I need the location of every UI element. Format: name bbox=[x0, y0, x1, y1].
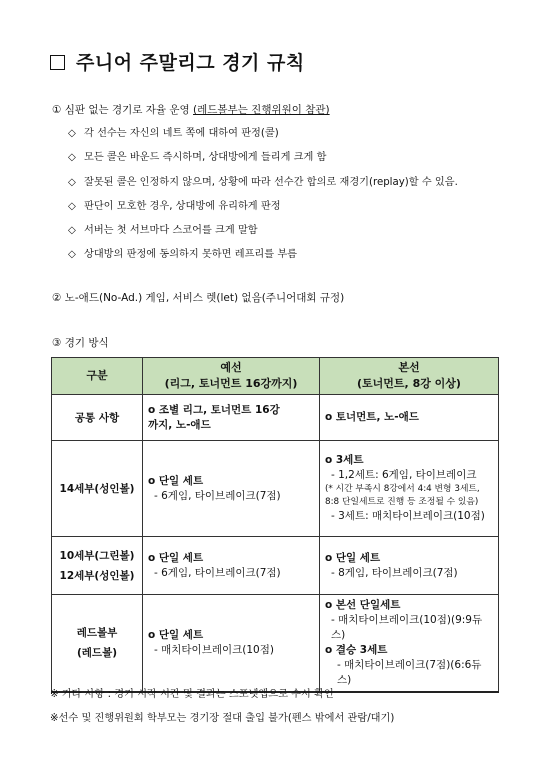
header-final-sub: (토너먼트, 8강 이상) bbox=[357, 377, 461, 390]
row-category: 레드볼부 (레드볼) bbox=[52, 595, 143, 693]
row-final: o 토너먼트, 노-애드 bbox=[320, 395, 499, 441]
rules-table bbox=[51, 357, 499, 693]
page-title: 주니어 주말리그 경기 규칙 bbox=[76, 52, 305, 74]
diamond-icon: ◇ bbox=[68, 249, 76, 261]
diamond-icon: ◇ bbox=[68, 200, 76, 212]
header-prelim bbox=[143, 358, 320, 395]
row-final: o 본선 단일세트 - 매치타이브레이크(10점)(9:9듀스) o 결승 3세트 - 매치타이브레이크(7점)(6:6듀스) bbox=[320, 595, 499, 693]
table-row bbox=[52, 537, 499, 595]
row-prelim: o 단일 세트 - 6게임, 타이브레이크(7점) bbox=[143, 537, 320, 595]
header-final bbox=[320, 358, 499, 395]
section1-heading-text: ① 심판 없는 경기로 자율 운영 bbox=[52, 104, 190, 116]
diamond-icon: ◇ bbox=[68, 176, 76, 188]
table-row bbox=[52, 441, 499, 537]
section1-note: (레드볼부는 진행위원이 참관) bbox=[193, 104, 330, 116]
table-header-row bbox=[52, 358, 499, 395]
diamond-icon: ◇ bbox=[68, 128, 76, 139]
row-prelim: o 단일 세트 - 매치타이브레이크(10점) bbox=[143, 595, 320, 693]
list-item: ◇ 상대방의 판정에 동의하지 못하면 레프리를 부름 bbox=[68, 249, 458, 273]
checkbox-square-icon bbox=[50, 55, 65, 70]
row-category: 14세부(성인볼) bbox=[52, 441, 143, 537]
section2-heading: ② 노-애드(No-Ad.) 게임, 서비스 렛(let) 없음(주니어대회 규정) bbox=[52, 292, 345, 304]
section3-heading: ③ 경기 방식 bbox=[52, 337, 109, 349]
section1-bullet-list bbox=[68, 128, 458, 274]
list-item: ◇ 판단이 모호한 경우, 상대방에 유리하게 판정 bbox=[68, 201, 458, 225]
header-prelim-title: 예선 bbox=[220, 361, 242, 374]
diamond-icon: ◇ bbox=[68, 152, 76, 164]
list-item: ◇ 잘못된 콜은 인정하지 않으며, 상황에 따라 선수간 합의로 재경기(replay)할 수 있음. bbox=[68, 177, 458, 201]
table-row bbox=[52, 595, 499, 693]
row-prelim: o 조별 리그, 토너먼트 16강 까지, 노-애드 bbox=[143, 395, 320, 441]
footnote-entry: ※선수 및 진행위원회 학부모는 경기장 절대 출입 불가(펜스 밖에서 관람/대기) bbox=[50, 713, 395, 724]
header-final-title: 본선 bbox=[398, 361, 420, 374]
footnote-other: ※ 기타 사항 : 경기 시작 시간 및 결과는 스포넷앱으로 수시 확인 bbox=[50, 689, 334, 700]
table-row bbox=[52, 395, 499, 441]
header-prelim-sub: (리그, 토너먼트 16강까지) bbox=[164, 377, 298, 390]
row-category: 10세부(그린볼) 12세부(성인볼) bbox=[52, 537, 143, 595]
diamond-icon: ◇ bbox=[68, 225, 76, 237]
row-prelim: o 단일 세트 - 6게임, 타이브레이크(7점) bbox=[143, 441, 320, 537]
list-item: ◇ 각 선수는 자신의 네트 쪽에 대하여 판정(콜) bbox=[68, 128, 458, 152]
row-category: 공통 사항 bbox=[52, 395, 143, 441]
title-row bbox=[50, 48, 305, 75]
header-category: 구분 bbox=[52, 358, 143, 395]
section1-heading bbox=[52, 102, 330, 117]
list-item: ◇ 서버는 첫 서브마다 스코어를 크게 말함 bbox=[68, 225, 458, 249]
row-final: o 3세트 - 1,2세트: 6게임, 타이브레이크 (* 시간 부족시 8강에서 4:4 변형 3세트, 8:8 단일세트로 진행 등 조정될 수 있음) - 3세트: 매치타이브레이크(10점) bbox=[320, 441, 499, 537]
row-final: o 단일 세트 - 8게임, 타이브레이크(7점) bbox=[320, 537, 499, 595]
list-item: ◇ 모든 콜은 바운드 즉시하며, 상대방에게 들리게 크게 함 bbox=[68, 152, 458, 176]
